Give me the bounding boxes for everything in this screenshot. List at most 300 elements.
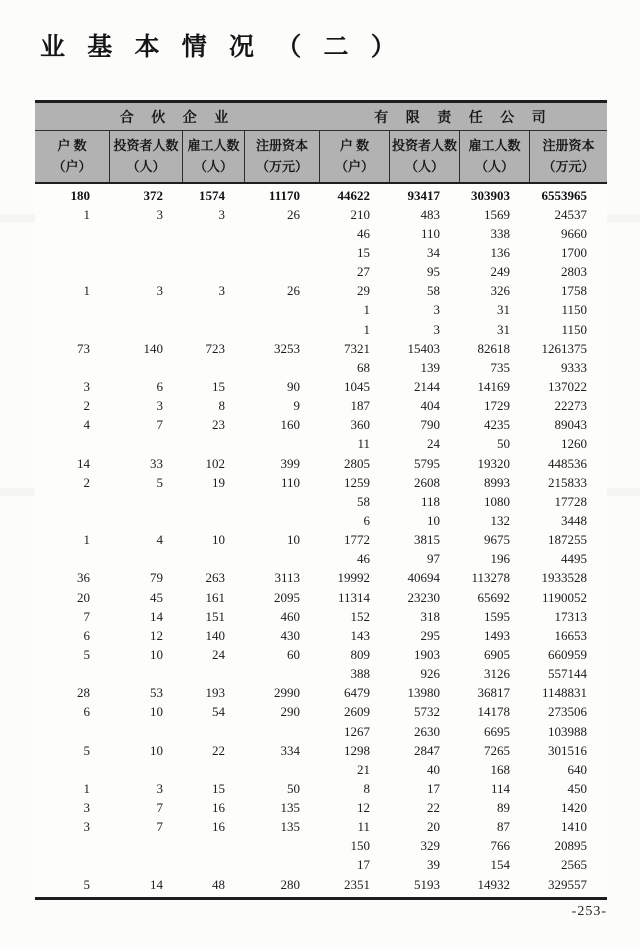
table-cell: 280 <box>280 876 300 892</box>
table-cell: 4495 <box>561 551 587 567</box>
table-row <box>35 377 607 396</box>
table-cell: 40694 <box>407 570 440 586</box>
table-cell: 23230 <box>407 589 440 605</box>
table-cell: 11314 <box>337 589 370 605</box>
table-row <box>35 684 607 703</box>
table-cell: 40 <box>427 761 440 777</box>
table-cell: 3126 <box>484 666 510 682</box>
table-cell: 31 <box>497 321 510 337</box>
table-cell: 95 <box>427 264 440 280</box>
table-cell: 19320 <box>477 455 510 471</box>
column-header-line2: （户） <box>52 158 92 174</box>
table-cell: 338 <box>490 225 510 241</box>
table-cell: 23 <box>212 417 225 433</box>
column-header-0 <box>35 131 110 182</box>
table-cell: 15 <box>212 780 225 796</box>
table-cell: 46 <box>357 551 370 567</box>
table-cell: 10 <box>287 532 300 548</box>
table-cell: 17313 <box>554 608 587 624</box>
table-cell: 9 <box>293 398 300 414</box>
table-cell: 3 <box>156 206 163 222</box>
column-header-7 <box>530 131 607 182</box>
table-cell: 2803 <box>561 264 587 280</box>
table-row <box>35 320 607 339</box>
table-cell: 160 <box>280 417 300 433</box>
table-row <box>35 665 607 684</box>
table-row <box>35 454 607 473</box>
table-cell: 399 <box>280 455 300 471</box>
table-row <box>35 722 607 741</box>
table-cell: 2 <box>83 398 90 414</box>
table-cell: 3 <box>83 378 90 394</box>
table-cell: 10 <box>212 532 225 548</box>
column-header-4 <box>320 131 390 182</box>
table-cell: 14178 <box>477 704 510 720</box>
table-cell: 24 <box>212 646 225 662</box>
table-cell: 6 <box>83 704 90 720</box>
column-header-line1: 注册资本 <box>255 138 308 154</box>
table-cell: 263 <box>205 570 225 586</box>
table-cell: 3 <box>83 800 90 816</box>
table-cell: 372 <box>143 187 163 203</box>
table-cell: 1 <box>83 283 90 299</box>
table-cell: 210 <box>350 206 370 222</box>
table-cell: 19 <box>212 474 225 490</box>
table-row <box>35 779 607 798</box>
table-cell: 329 <box>420 838 440 854</box>
table-cell: 102 <box>205 455 225 471</box>
column-header-line1: 雇工人数 <box>187 138 240 154</box>
table-cell: 1150 <box>561 302 587 318</box>
table-cell: 17728 <box>554 493 587 509</box>
table-cell: 483 <box>420 206 440 222</box>
table-cell: 460 <box>280 608 300 624</box>
table-cell: 1903 <box>414 646 440 662</box>
column-header-line2: （户） <box>334 158 374 174</box>
table-row <box>35 435 607 454</box>
table-cell: 7 <box>83 608 90 624</box>
table-cell: 7 <box>156 800 163 816</box>
group-header-llc: 有 限 责 任 公 司 <box>374 110 553 126</box>
table-cell: 17 <box>427 780 440 796</box>
table-cell: 93417 <box>407 187 440 203</box>
table-cell: 89 <box>497 800 510 816</box>
table-cell: 110 <box>280 474 300 490</box>
table-cell: 1045 <box>344 378 370 394</box>
table-cell: 9675 <box>484 532 510 548</box>
table-cell: 46 <box>357 225 370 241</box>
column-header-6 <box>460 131 530 182</box>
table-cell: 2565 <box>561 857 587 873</box>
table-cell: 14 <box>150 608 163 624</box>
table-cell: 2351 <box>344 876 370 892</box>
table-cell: 735 <box>490 359 510 375</box>
table-cell: 87 <box>497 819 510 835</box>
table-cell: 187 <box>350 398 370 414</box>
table-cell: 90 <box>287 378 300 394</box>
table-row <box>35 818 607 837</box>
table-cell: 5193 <box>414 876 440 892</box>
table-row <box>35 703 607 722</box>
table-cell: 16 <box>212 819 225 835</box>
table-cell: 766 <box>490 838 510 854</box>
table-cell: 2095 <box>274 589 300 605</box>
table-cell: 290 <box>280 704 300 720</box>
statistics-table <box>35 100 607 900</box>
column-header-line2: （万元） <box>542 158 595 174</box>
table-cell: 45 <box>150 589 163 605</box>
table-cell: 660959 <box>548 646 587 662</box>
table-cell: 65692 <box>477 589 510 605</box>
table-cell: 113278 <box>471 570 510 586</box>
table-cell: 9333 <box>561 359 587 375</box>
table-cell: 6 <box>83 627 90 643</box>
page-number: -253- <box>571 904 607 919</box>
table-cell: 17 <box>357 857 370 873</box>
page-title: 业 基 本 情 况 （ 二 ） <box>40 34 404 61</box>
table-cell: 3 <box>156 283 163 299</box>
table-cell: 8 <box>363 780 370 796</box>
table-cell: 448536 <box>548 455 587 471</box>
table-cell: 1420 <box>561 800 587 816</box>
table-cell: 5 <box>83 742 90 758</box>
table-cell: 16 <box>212 800 225 816</box>
table-cell: 7 <box>156 417 163 433</box>
table-cell: 1933528 <box>541 570 587 586</box>
table-cell: 360 <box>350 417 370 433</box>
table-cell: 15 <box>212 378 225 394</box>
table-cell: 1148831 <box>541 685 587 701</box>
table-cell: 26 <box>287 206 300 222</box>
table-cell: 2609 <box>344 704 370 720</box>
table-cell: 1729 <box>484 398 510 414</box>
table-row <box>35 397 607 416</box>
table-row <box>35 511 607 530</box>
table-cell: 3 <box>156 398 163 414</box>
table-cell: 1700 <box>561 244 587 260</box>
table-cell: 103988 <box>548 723 587 739</box>
table-cell: 31 <box>497 302 510 318</box>
table-cell: 334 <box>280 742 300 758</box>
table-cell: 11 <box>357 436 370 452</box>
table-cell: 1595 <box>484 608 510 624</box>
table-cell: 318 <box>420 608 440 624</box>
table-cell: 1150 <box>561 321 587 337</box>
column-header-line1: 雇工人数 <box>468 138 521 154</box>
table-cell: 404 <box>420 398 440 414</box>
table-cell: 4235 <box>484 417 510 433</box>
table-cell: 15 <box>357 244 370 260</box>
column-header-3 <box>245 131 320 182</box>
table-cell: 36817 <box>477 685 510 701</box>
table-cell: 180 <box>70 187 90 203</box>
table-row <box>35 205 607 224</box>
table-row <box>35 282 607 301</box>
column-header-1 <box>110 131 183 182</box>
column-header-line1: 户 数 <box>57 138 87 154</box>
table-cell: 14169 <box>477 378 510 394</box>
table-cell: 36 <box>77 570 90 586</box>
table-cell: 5 <box>156 474 163 490</box>
table-cell: 1 <box>83 780 90 796</box>
table-cell: 20 <box>427 819 440 835</box>
table-cell: 2805 <box>344 455 370 471</box>
table-cell: 8993 <box>484 474 510 490</box>
table-cell: 1574 <box>199 187 225 203</box>
table-cell: 2630 <box>414 723 440 739</box>
table-cell: 15403 <box>407 340 440 356</box>
table-cell: 10 <box>150 646 163 662</box>
table-cell: 16653 <box>554 627 587 643</box>
table-cell: 140 <box>205 627 225 643</box>
table-cell: 450 <box>567 780 587 796</box>
table-row <box>35 856 607 875</box>
table-row <box>35 531 607 550</box>
table-cell: 1569 <box>484 206 510 222</box>
table-cell: 20 <box>77 589 90 605</box>
table-cell: 29 <box>357 283 370 299</box>
table-row <box>35 799 607 818</box>
table-cell: 150 <box>350 838 370 854</box>
column-header-5 <box>390 131 460 182</box>
table-body <box>35 184 607 897</box>
table-cell: 22 <box>427 800 440 816</box>
table-cell: 22273 <box>554 398 587 414</box>
table-cell: 161 <box>205 589 225 605</box>
table-cell: 19992 <box>337 570 370 586</box>
table-cell: 329557 <box>548 876 587 892</box>
table-cell: 196 <box>490 551 510 567</box>
column-header-line1: 户 数 <box>339 138 370 154</box>
table-cell: 54 <box>212 704 225 720</box>
table-cell: 273506 <box>548 704 587 720</box>
table-row <box>35 741 607 760</box>
table-cell: 3113 <box>274 570 300 586</box>
table-row <box>35 645 607 664</box>
table-cell: 7 <box>156 819 163 835</box>
table-cell: 20895 <box>554 838 587 854</box>
table-row <box>35 760 607 779</box>
table-cell: 97 <box>427 551 440 567</box>
table-cell: 34 <box>427 244 440 260</box>
column-header-line1: 投资者人数 <box>391 138 457 154</box>
column-header-line1: 注册资本 <box>542 138 595 154</box>
table-cell: 154 <box>490 857 510 873</box>
table-cell: 152 <box>350 608 370 624</box>
table-row <box>35 416 607 435</box>
table-cell: 1261375 <box>541 340 587 356</box>
table-cell: 4 <box>156 532 163 548</box>
table-cell: 3 <box>433 321 440 337</box>
table-cell: 187255 <box>548 532 587 548</box>
table-row <box>35 607 607 626</box>
table-cell: 10 <box>427 512 440 528</box>
column-header-line1: 投资者人数 <box>113 138 179 154</box>
table-cell: 58 <box>357 493 370 509</box>
table-row <box>35 339 607 358</box>
table-cell: 27 <box>357 264 370 280</box>
table-cell: 50 <box>287 780 300 796</box>
table-cell: 79 <box>150 570 163 586</box>
table-cell: 326 <box>490 283 510 299</box>
table-cell: 6695 <box>484 723 510 739</box>
table-cell: 48 <box>212 876 225 892</box>
table-cell: 6553965 <box>541 187 587 203</box>
table-cell: 3253 <box>274 340 300 356</box>
table-cell: 11170 <box>268 187 300 203</box>
table-cell: 6 <box>363 512 370 528</box>
table-cell: 1410 <box>561 819 587 835</box>
table-row <box>35 626 607 645</box>
table-cell: 1267 <box>344 723 370 739</box>
table-cell: 14 <box>150 876 163 892</box>
table-cell: 1080 <box>484 493 510 509</box>
table-cell: 1260 <box>561 436 587 452</box>
table-cell: 4 <box>83 417 90 433</box>
table-cell: 3815 <box>414 532 440 548</box>
table-cell: 2144 <box>414 378 440 394</box>
table-cell: 114 <box>490 780 510 796</box>
table-cell: 9660 <box>561 225 587 241</box>
table-row <box>35 875 607 894</box>
table-cell: 2608 <box>414 474 440 490</box>
table-cell: 50 <box>497 436 510 452</box>
table-cell: 6479 <box>344 685 370 701</box>
table-cell: 2990 <box>274 685 300 701</box>
table-cell: 2 <box>83 474 90 490</box>
table-cell: 301516 <box>548 742 587 758</box>
table-cell: 809 <box>350 646 370 662</box>
table-cell: 1298 <box>344 742 370 758</box>
table-cell: 3 <box>83 819 90 835</box>
table-cell: 24 <box>427 436 440 452</box>
table-row <box>35 569 607 588</box>
table-row <box>35 224 607 243</box>
table-cell: 430 <box>280 627 300 643</box>
table-cell: 388 <box>350 666 370 682</box>
table-column-header-row <box>35 131 607 184</box>
column-header-line2: （人） <box>474 158 514 174</box>
table-cell: 60 <box>287 646 300 662</box>
table-cell: 44622 <box>337 187 370 203</box>
table-cell: 132 <box>490 512 510 528</box>
group-header-partnership: 合 伙 企 业 <box>119 110 236 126</box>
table-cell: 33 <box>150 455 163 471</box>
table-cell: 135 <box>280 800 300 816</box>
table-row <box>35 492 607 511</box>
table-cell: 89043 <box>554 417 587 433</box>
column-header-line2: （人） <box>126 158 166 174</box>
table-cell: 14932 <box>477 876 510 892</box>
table-group-header-row <box>35 103 607 131</box>
table-cell: 640 <box>567 761 587 777</box>
table-cell: 5 <box>83 876 90 892</box>
table-cell: 143 <box>350 627 370 643</box>
table-row <box>35 263 607 282</box>
table-cell: 110 <box>420 225 440 241</box>
table-cell: 137022 <box>548 378 587 394</box>
table-cell: 926 <box>420 666 440 682</box>
table-cell: 6905 <box>484 646 510 662</box>
table-cell: 790 <box>420 417 440 433</box>
table-cell: 1190052 <box>541 589 587 605</box>
table-cell: 39 <box>427 857 440 873</box>
table-cell: 28 <box>77 685 90 701</box>
table-cell: 3 <box>156 780 163 796</box>
table-cell: 6 <box>156 378 163 394</box>
table-cell: 168 <box>490 761 510 777</box>
table-total-row <box>35 186 607 205</box>
table-cell: 3448 <box>561 512 587 528</box>
table-cell: 1 <box>83 532 90 548</box>
table-cell: 723 <box>205 340 225 356</box>
table-cell: 58 <box>427 283 440 299</box>
table-cell: 73 <box>77 340 90 356</box>
table-row <box>35 837 607 856</box>
table-cell: 3 <box>218 206 225 222</box>
table-cell: 3 <box>433 302 440 318</box>
table-row <box>35 358 607 377</box>
table-cell: 1 <box>83 206 90 222</box>
column-header-line2: （人） <box>404 158 444 174</box>
table-cell: 21 <box>357 761 370 777</box>
table-row <box>35 301 607 320</box>
table-cell: 1 <box>363 321 370 337</box>
table-cell: 1493 <box>484 627 510 643</box>
table-cell: 26 <box>287 283 300 299</box>
table-cell: 118 <box>420 493 440 509</box>
column-header-line2: （万元） <box>255 158 308 174</box>
table-cell: 249 <box>490 264 510 280</box>
table-cell: 1772 <box>344 532 370 548</box>
table-cell: 2847 <box>414 742 440 758</box>
table-cell: 7321 <box>344 340 370 356</box>
table-row <box>35 473 607 492</box>
table-cell: 5 <box>83 646 90 662</box>
table-cell: 10 <box>150 742 163 758</box>
table-cell: 1 <box>363 302 370 318</box>
table-cell: 7265 <box>484 742 510 758</box>
column-header-line2: （人） <box>193 158 233 174</box>
table-cell: 135 <box>280 819 300 835</box>
column-header-2 <box>183 131 245 182</box>
table-cell: 151 <box>205 608 225 624</box>
table-cell: 24537 <box>554 206 587 222</box>
table-cell: 295 <box>420 627 440 643</box>
table-cell: 136 <box>490 244 510 260</box>
table-cell: 140 <box>143 340 163 356</box>
table-cell: 11 <box>357 819 370 835</box>
table-cell: 193 <box>205 685 225 701</box>
table-cell: 13980 <box>407 685 440 701</box>
table-cell: 1758 <box>561 283 587 299</box>
table-cell: 215833 <box>548 474 587 490</box>
table-cell: 10 <box>150 704 163 720</box>
table-row <box>35 588 607 607</box>
table-cell: 22 <box>212 742 225 758</box>
table-cell: 557144 <box>548 666 587 682</box>
table-cell: 82618 <box>477 340 510 356</box>
table-cell: 139 <box>420 359 440 375</box>
table-cell: 5732 <box>414 704 440 720</box>
table-cell: 8 <box>218 398 225 414</box>
table-cell: 1259 <box>344 474 370 490</box>
table-cell: 5795 <box>414 455 440 471</box>
table-row <box>35 243 607 262</box>
table-cell: 3 <box>218 283 225 299</box>
table-cell: 14 <box>77 455 90 471</box>
table-cell: 53 <box>150 685 163 701</box>
